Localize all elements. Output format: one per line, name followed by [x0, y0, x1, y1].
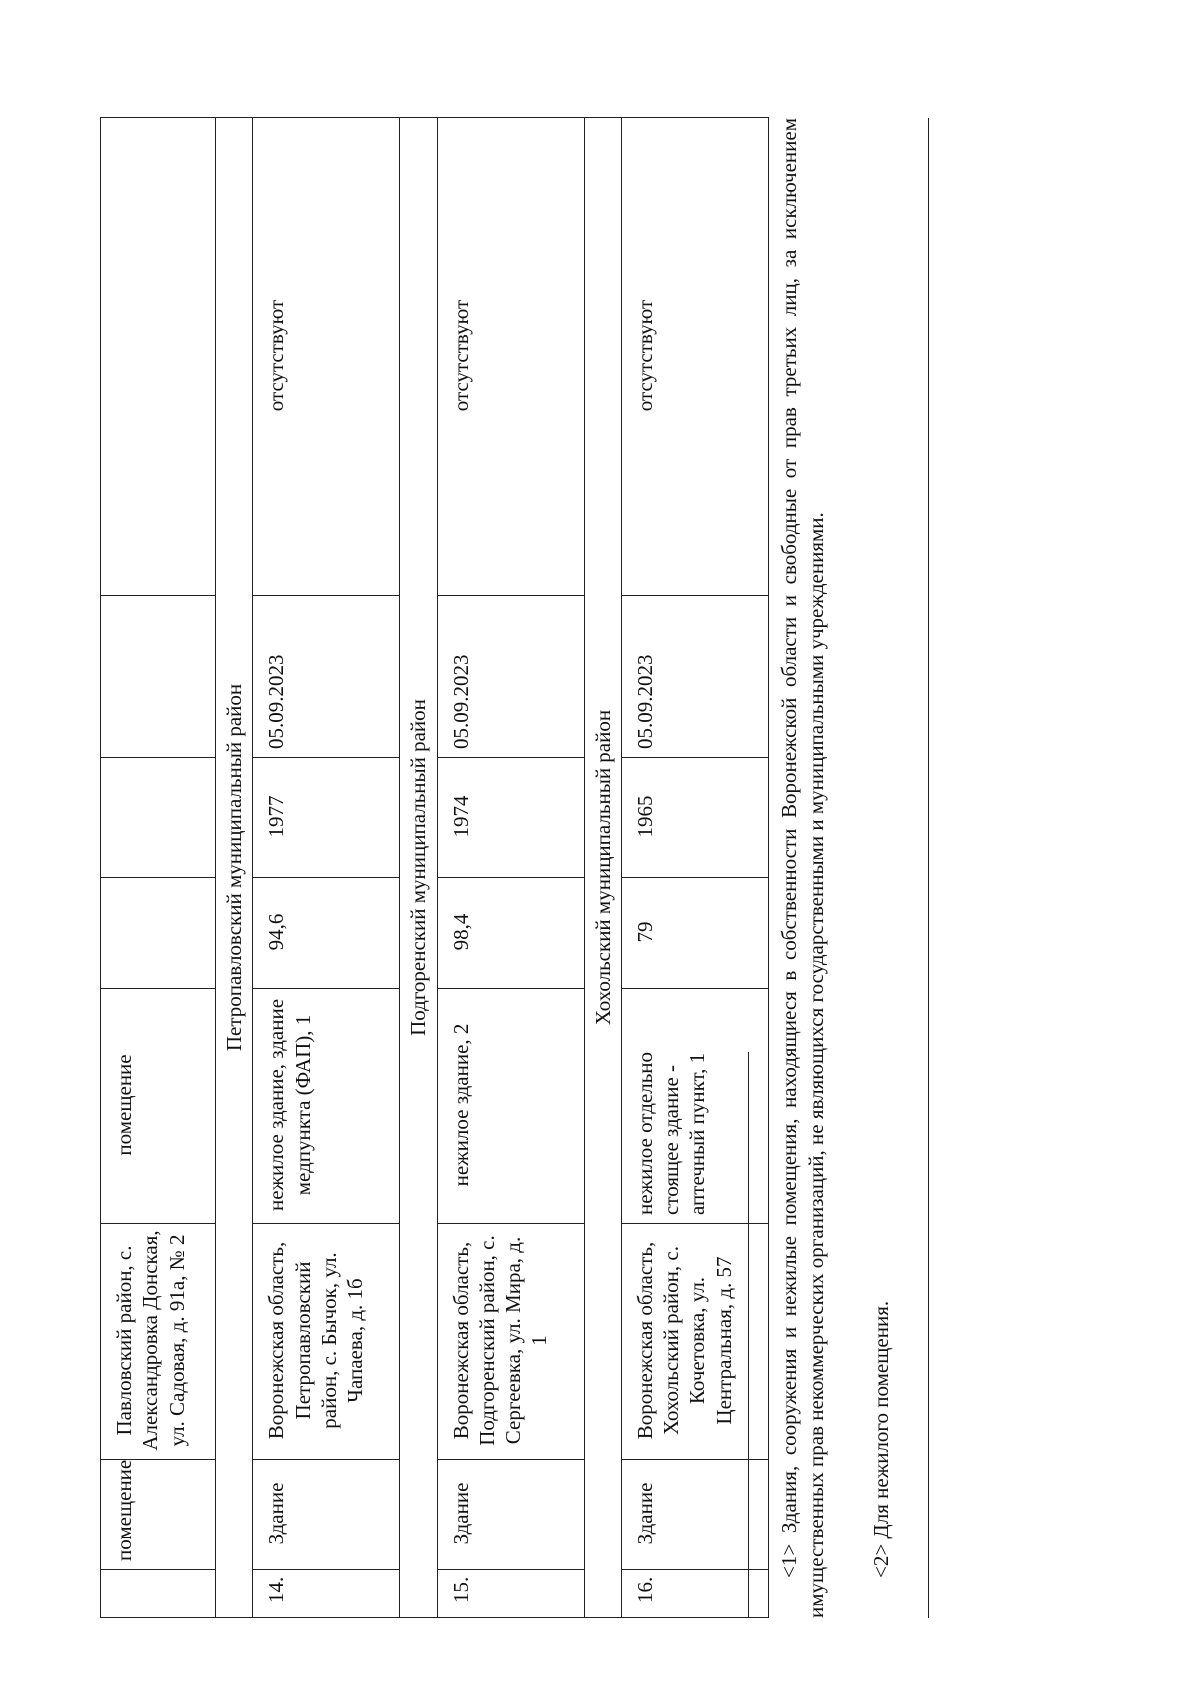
- cell-address: Павловский район, с. Александровка Донская, ул. Садовая, д. 91а, № 2: [101, 1224, 216, 1460]
- cell-number: 15.: [437, 1570, 584, 1618]
- cell-encumbrance: отсутствуют: [621, 118, 768, 596]
- cell-date: [101, 596, 216, 758]
- table-row: [437, 118, 584, 1618]
- cell-object-type: Здание: [621, 1460, 768, 1570]
- cell-number: [101, 1570, 216, 1618]
- cell-year: 1974: [437, 758, 584, 878]
- cell-object-type: Здание: [437, 1460, 584, 1570]
- footnote-2: <2> Для нежилого помещения.: [869, 1300, 893, 1578]
- cell-number: 14.: [253, 1570, 400, 1618]
- cell-number: 16.: [621, 1570, 768, 1618]
- cell-date: 05.09.2023: [437, 596, 584, 758]
- section-header-row: [584, 118, 621, 1618]
- cell-area: 79: [621, 878, 768, 989]
- cell-date: 05.09.2023: [621, 596, 768, 758]
- cell-area: [101, 878, 216, 989]
- cell-area: 94,6: [253, 878, 400, 989]
- cell-date: 05.09.2023: [253, 596, 400, 758]
- table-row-continued: [101, 118, 216, 1618]
- section-title: Хохольский муниципальный район: [584, 118, 621, 1618]
- bottom-rule: [928, 118, 929, 1618]
- property-table: [100, 117, 769, 1618]
- cell-address: Воронежская область, Хохольский район, с. Кочетовка, ул. Центральная, д. 57: [621, 1224, 768, 1460]
- cell-encumbrance: отсутствуют: [253, 118, 400, 596]
- section-title: Подгоренский муниципальный район: [400, 118, 437, 1618]
- cell-encumbrance: отсутствуют: [437, 118, 584, 596]
- footnote-1: <1> Здания, сооружения и нежилые помещения, находящиеся в собственности Воронежской области и свободные от прав третьих лиц, за исключением имущественных прав некоммерческих организаций, не являющихся государственными и муниципальными учреждениями.: [777, 118, 829, 1618]
- cell-object-name: помещение: [101, 989, 216, 1224]
- cell-object-name: нежилое здание, здание медпункта (ФАП), 1: [253, 989, 400, 1224]
- cell-object-name: нежилое здание, 2: [437, 989, 584, 1224]
- cell-area: 98,4: [437, 878, 584, 989]
- cell-object-type: Здание: [253, 1460, 400, 1570]
- cell-year: [101, 758, 216, 878]
- section-title: Петропавловский муниципальный район: [216, 118, 253, 1618]
- cell-year: 1965: [621, 758, 768, 878]
- cell-address: Воронежская область, Подгоренский район, с. Сергеевка, ул. Мира, д. 1: [437, 1224, 584, 1460]
- cell-address: Воронежская область, Петропавловский район, с. Бычок, ул. Чапаева, д. 1б: [253, 1224, 400, 1460]
- table-row: [253, 118, 400, 1618]
- cell-encumbrance: [101, 118, 216, 596]
- cell-year: 1977: [253, 758, 400, 878]
- cell-object-name: нежилое отдельно стоящее здание - аптечный пункт, 1: [621, 989, 768, 1224]
- cell-object-type: помещение: [101, 1460, 216, 1570]
- table-row: [621, 118, 768, 1618]
- section-header-row: [216, 118, 253, 1618]
- footnote-separator: [748, 1052, 749, 1618]
- section-header-row: [400, 118, 437, 1618]
